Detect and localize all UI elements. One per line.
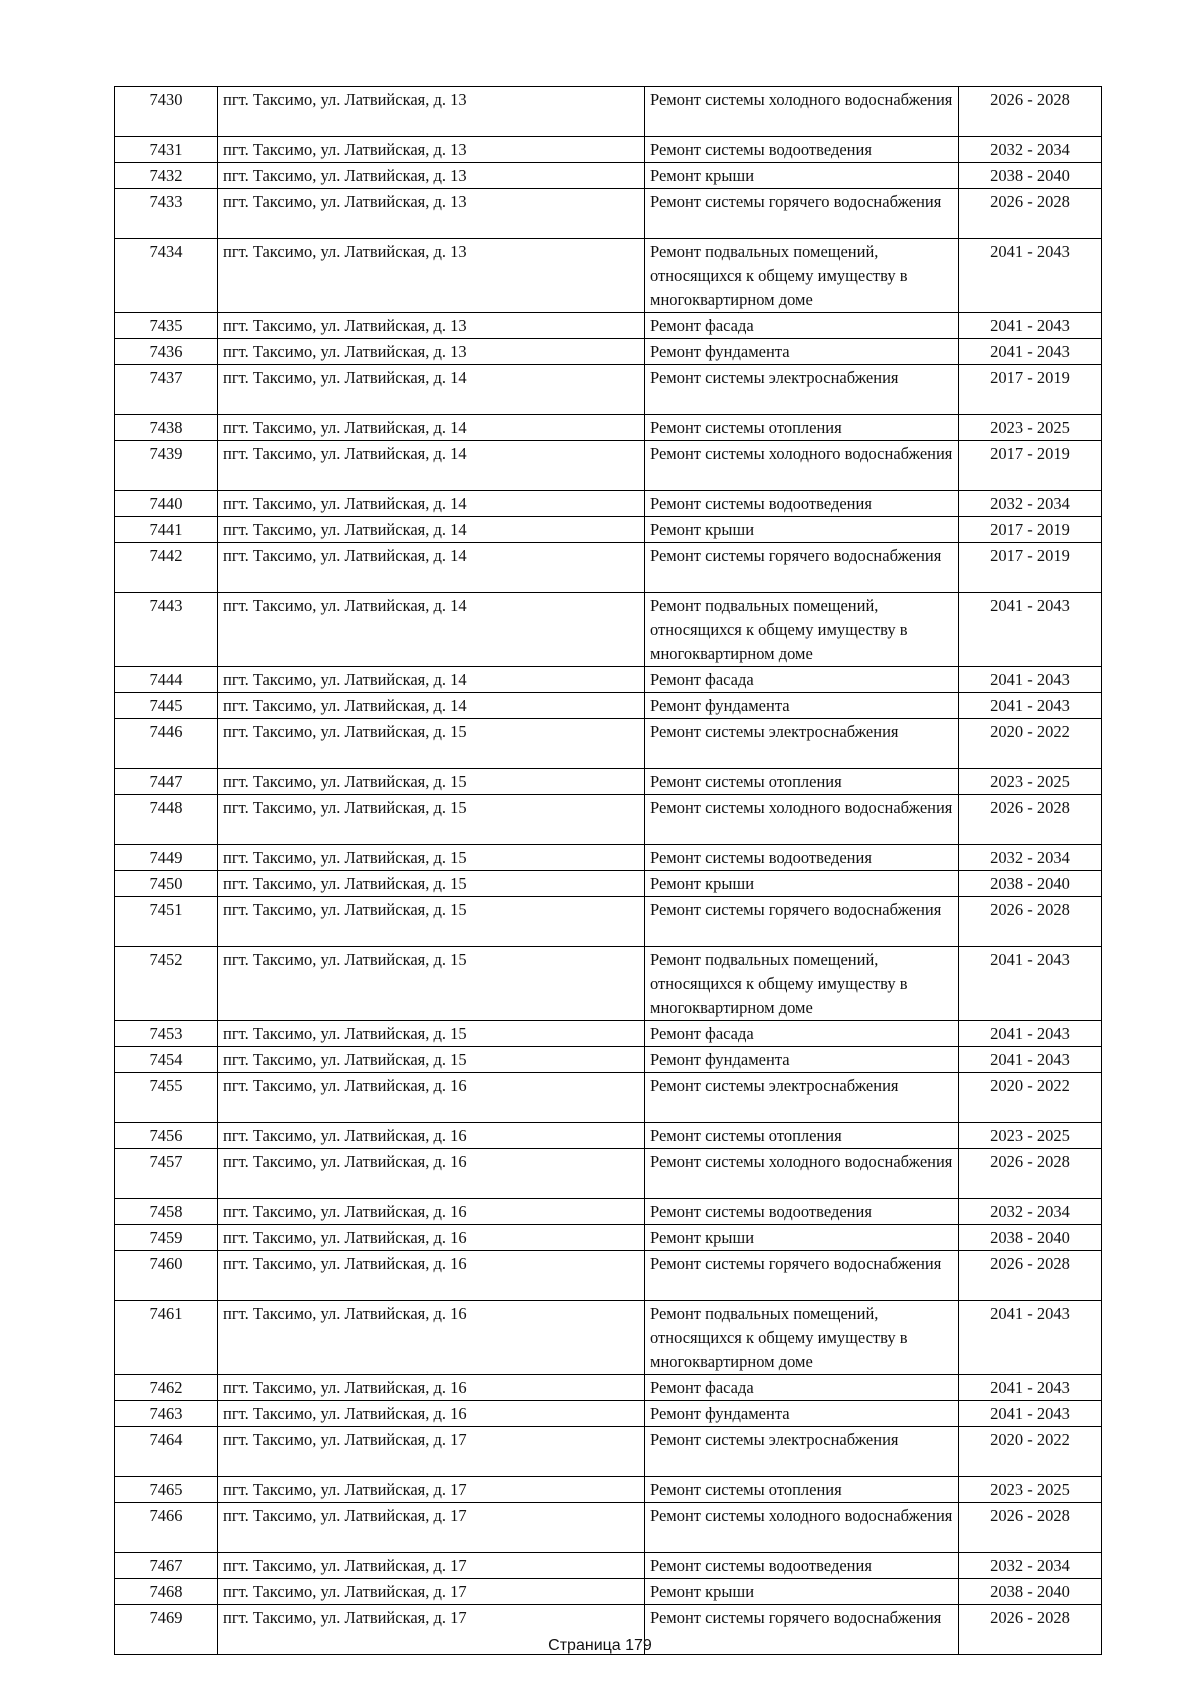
table-row — [115, 491, 1102, 517]
years-cell: 2017 - 2019 — [959, 441, 1102, 491]
work-type-cell: Ремонт системы горячего водоснабжения — [645, 897, 959, 947]
years-cell: 2017 - 2019 — [959, 517, 1102, 543]
table-row — [115, 1477, 1102, 1503]
row-number-cell: 7451 — [115, 897, 218, 947]
row-number-cell: 7457 — [115, 1149, 218, 1199]
work-type-cell: Ремонт системы холодного водоснабжения — [645, 441, 959, 491]
years-cell: 2032 - 2034 — [959, 1553, 1102, 1579]
address-cell: пгт. Таксимо, ул. Латвийская, д. 14 — [218, 543, 645, 593]
table-row — [115, 441, 1102, 491]
table-row — [115, 795, 1102, 845]
years-cell: 2020 - 2022 — [959, 719, 1102, 769]
table-row — [115, 517, 1102, 543]
work-type-cell: Ремонт системы горячего водоснабжения — [645, 543, 959, 593]
years-cell: 2020 - 2022 — [959, 1427, 1102, 1477]
row-number-cell: 7460 — [115, 1251, 218, 1301]
years-cell: 2026 - 2028 — [959, 1251, 1102, 1301]
work-type-cell: Ремонт фасада — [645, 1021, 959, 1047]
address-cell: пгт. Таксимо, ул. Латвийская, д. 13 — [218, 239, 645, 313]
years-cell: 2041 - 2043 — [959, 667, 1102, 693]
address-cell: пгт. Таксимо, ул. Латвийская, д. 15 — [218, 947, 645, 1021]
work-type-cell: Ремонт системы горячего водоснабжения — [645, 1605, 959, 1655]
address-cell: пгт. Таксимо, ул. Латвийская, д. 15 — [218, 845, 645, 871]
address-cell: пгт. Таксимо, ул. Латвийская, д. 14 — [218, 491, 645, 517]
row-number-cell: 7446 — [115, 719, 218, 769]
work-type-cell: Ремонт фасада — [645, 1375, 959, 1401]
years-cell: 2017 - 2019 — [959, 365, 1102, 415]
years-cell: 2032 - 2034 — [959, 845, 1102, 871]
years-cell: 2041 - 2043 — [959, 1021, 1102, 1047]
table-row — [115, 593, 1102, 667]
address-cell: пгт. Таксимо, ул. Латвийская, д. 15 — [218, 1047, 645, 1073]
row-number-cell: 7448 — [115, 795, 218, 845]
table-row — [115, 1047, 1102, 1073]
address-cell: пгт. Таксимо, ул. Латвийская, д. 14 — [218, 667, 645, 693]
table-body — [115, 87, 1102, 1655]
table-row — [115, 1225, 1102, 1251]
years-cell: 2041 - 2043 — [959, 1401, 1102, 1427]
table-row — [115, 1503, 1102, 1553]
row-number-cell: 7452 — [115, 947, 218, 1021]
row-number-cell: 7454 — [115, 1047, 218, 1073]
row-number-cell: 7433 — [115, 189, 218, 239]
table-row — [115, 871, 1102, 897]
work-type-cell: Ремонт системы холодного водоснабжения — [645, 87, 959, 137]
table-row — [115, 239, 1102, 313]
work-type-cell: Ремонт фундамента — [645, 1047, 959, 1073]
address-cell: пгт. Таксимо, ул. Латвийская, д. 16 — [218, 1149, 645, 1199]
table-row — [115, 365, 1102, 415]
years-cell: 2020 - 2022 — [959, 1073, 1102, 1123]
row-number-cell: 7431 — [115, 137, 218, 163]
row-number-cell: 7445 — [115, 693, 218, 719]
years-cell: 2038 - 2040 — [959, 163, 1102, 189]
row-number-cell: 7461 — [115, 1301, 218, 1375]
address-cell: пгт. Таксимо, ул. Латвийская, д. 13 — [218, 189, 645, 239]
work-type-cell: Ремонт системы отопления — [645, 769, 959, 795]
address-cell: пгт. Таксимо, ул. Латвийская, д. 13 — [218, 87, 645, 137]
work-type-cell: Ремонт крыши — [645, 1579, 959, 1605]
address-cell: пгт. Таксимо, ул. Латвийская, д. 14 — [218, 415, 645, 441]
address-cell: пгт. Таксимо, ул. Латвийская, д. 16 — [218, 1123, 645, 1149]
work-type-cell: Ремонт системы водоотведения — [645, 1553, 959, 1579]
row-number-cell: 7441 — [115, 517, 218, 543]
work-type-cell: Ремонт системы отопления — [645, 1477, 959, 1503]
row-number-cell: 7453 — [115, 1021, 218, 1047]
table-row — [115, 313, 1102, 339]
table-row — [115, 1553, 1102, 1579]
address-cell: пгт. Таксимо, ул. Латвийская, д. 13 — [218, 339, 645, 365]
table-row — [115, 543, 1102, 593]
row-number-cell: 7466 — [115, 1503, 218, 1553]
address-cell: пгт. Таксимо, ул. Латвийская, д. 17 — [218, 1553, 645, 1579]
table-row — [115, 1375, 1102, 1401]
address-cell: пгт. Таксимо, ул. Латвийская, д. 13 — [218, 313, 645, 339]
table-row — [115, 189, 1102, 239]
table-row — [115, 87, 1102, 137]
work-type-cell: Ремонт системы горячего водоснабжения — [645, 1251, 959, 1301]
years-cell: 2041 - 2043 — [959, 593, 1102, 667]
row-number-cell: 7442 — [115, 543, 218, 593]
row-number-cell: 7467 — [115, 1553, 218, 1579]
address-cell: пгт. Таксимо, ул. Латвийская, д. 16 — [218, 1225, 645, 1251]
years-cell: 2023 - 2025 — [959, 769, 1102, 795]
years-cell: 2026 - 2028 — [959, 87, 1102, 137]
work-type-cell: Ремонт крыши — [645, 517, 959, 543]
work-type-cell: Ремонт подвальных помещений, относящихся к общему имуществу в многоквартирном доме — [645, 947, 959, 1021]
address-cell: пгт. Таксимо, ул. Латвийская, д. 16 — [218, 1301, 645, 1375]
row-number-cell: 7469 — [115, 1605, 218, 1655]
table-row — [115, 667, 1102, 693]
row-number-cell: 7440 — [115, 491, 218, 517]
work-type-cell: Ремонт системы водоотведения — [645, 491, 959, 517]
address-cell: пгт. Таксимо, ул. Латвийская, д. 13 — [218, 137, 645, 163]
row-number-cell: 7462 — [115, 1375, 218, 1401]
years-cell: 2026 - 2028 — [959, 1149, 1102, 1199]
row-number-cell: 7447 — [115, 769, 218, 795]
table-row — [115, 897, 1102, 947]
table-row — [115, 137, 1102, 163]
years-cell: 2032 - 2034 — [959, 1199, 1102, 1225]
years-cell: 2041 - 2043 — [959, 693, 1102, 719]
years-cell: 2041 - 2043 — [959, 947, 1102, 1021]
years-cell: 2017 - 2019 — [959, 543, 1102, 593]
work-type-cell: Ремонт системы водоотведения — [645, 1199, 959, 1225]
years-cell: 2032 - 2034 — [959, 491, 1102, 517]
work-type-cell: Ремонт системы холодного водоснабжения — [645, 1149, 959, 1199]
work-type-cell: Ремонт фундамента — [645, 693, 959, 719]
address-cell: пгт. Таксимо, ул. Латвийская, д. 16 — [218, 1401, 645, 1427]
work-type-cell: Ремонт системы горячего водоснабжения — [645, 189, 959, 239]
address-cell: пгт. Таксимо, ул. Латвийская, д. 14 — [218, 441, 645, 491]
row-number-cell: 7434 — [115, 239, 218, 313]
work-type-cell: Ремонт системы электроснабжения — [645, 1427, 959, 1477]
years-cell: 2026 - 2028 — [959, 897, 1102, 947]
work-type-cell: Ремонт фундамента — [645, 1401, 959, 1427]
table-row — [115, 1251, 1102, 1301]
row-number-cell: 7430 — [115, 87, 218, 137]
years-cell: 2038 - 2040 — [959, 871, 1102, 897]
years-cell: 2041 - 2043 — [959, 313, 1102, 339]
address-cell: пгт. Таксимо, ул. Латвийская, д. 15 — [218, 871, 645, 897]
work-type-cell: Ремонт подвальных помещений, относящихся к общему имуществу в многоквартирном доме — [645, 239, 959, 313]
table-row — [115, 1199, 1102, 1225]
table-row — [115, 339, 1102, 365]
years-cell: 2041 - 2043 — [959, 1047, 1102, 1073]
row-number-cell: 7439 — [115, 441, 218, 491]
row-number-cell: 7437 — [115, 365, 218, 415]
row-number-cell: 7444 — [115, 667, 218, 693]
row-number-cell: 7438 — [115, 415, 218, 441]
years-cell: 2023 - 2025 — [959, 1123, 1102, 1149]
row-number-cell: 7443 — [115, 593, 218, 667]
years-cell: 2041 - 2043 — [959, 339, 1102, 365]
row-number-cell: 7455 — [115, 1073, 218, 1123]
table-row — [115, 693, 1102, 719]
years-cell: 2023 - 2025 — [959, 415, 1102, 441]
work-type-cell: Ремонт системы электроснабжения — [645, 1073, 959, 1123]
address-cell: пгт. Таксимо, ул. Латвийская, д. 15 — [218, 795, 645, 845]
address-cell: пгт. Таксимо, ул. Латвийская, д. 17 — [218, 1605, 645, 1655]
address-cell: пгт. Таксимо, ул. Латвийская, д. 15 — [218, 769, 645, 795]
years-cell: 2023 - 2025 — [959, 1477, 1102, 1503]
work-type-cell: Ремонт фасада — [645, 667, 959, 693]
work-type-cell: Ремонт системы отопления — [645, 415, 959, 441]
years-cell: 2026 - 2028 — [959, 1605, 1102, 1655]
years-cell: 2026 - 2028 — [959, 1503, 1102, 1553]
work-type-cell: Ремонт системы холодного водоснабжения — [645, 795, 959, 845]
work-type-cell: Ремонт системы водоотведения — [645, 137, 959, 163]
work-type-cell: Ремонт подвальных помещений, относящихся к общему имуществу в многоквартирном доме — [645, 593, 959, 667]
row-number-cell: 7456 — [115, 1123, 218, 1149]
table-row — [115, 1149, 1102, 1199]
address-cell: пгт. Таксимо, ул. Латвийская, д. 14 — [218, 517, 645, 543]
work-type-cell: Ремонт крыши — [645, 1225, 959, 1251]
table-row — [115, 719, 1102, 769]
address-cell: пгт. Таксимо, ул. Латвийская, д. 17 — [218, 1477, 645, 1503]
row-number-cell: 7458 — [115, 1199, 218, 1225]
table-row — [115, 1579, 1102, 1605]
row-number-cell: 7449 — [115, 845, 218, 871]
address-cell: пгт. Таксимо, ул. Латвийская, д. 16 — [218, 1199, 645, 1225]
table-row — [115, 415, 1102, 441]
address-cell: пгт. Таксимо, ул. Латвийская, д. 17 — [218, 1427, 645, 1477]
table-row — [115, 1073, 1102, 1123]
address-cell: пгт. Таксимо, ул. Латвийская, д. 15 — [218, 1021, 645, 1047]
row-number-cell: 7435 — [115, 313, 218, 339]
table-row — [115, 1301, 1102, 1375]
work-type-cell: Ремонт системы электроснабжения — [645, 365, 959, 415]
work-type-cell: Ремонт системы холодного водоснабжения — [645, 1503, 959, 1553]
address-cell: пгт. Таксимо, ул. Латвийская, д. 16 — [218, 1073, 645, 1123]
years-cell: 2032 - 2034 — [959, 137, 1102, 163]
address-cell: пгт. Таксимо, ул. Латвийская, д. 15 — [218, 719, 645, 769]
years-cell: 2038 - 2040 — [959, 1579, 1102, 1605]
years-cell: 2041 - 2043 — [959, 1375, 1102, 1401]
table-row — [115, 1123, 1102, 1149]
row-number-cell: 7432 — [115, 163, 218, 189]
table-row — [115, 1401, 1102, 1427]
address-cell: пгт. Таксимо, ул. Латвийская, д. 16 — [218, 1375, 645, 1401]
work-type-cell: Ремонт фасада — [645, 313, 959, 339]
row-number-cell: 7459 — [115, 1225, 218, 1251]
work-type-cell: Ремонт системы водоотведения — [645, 845, 959, 871]
address-cell: пгт. Таксимо, ул. Латвийская, д. 14 — [218, 593, 645, 667]
row-number-cell: 7468 — [115, 1579, 218, 1605]
table-row — [115, 1021, 1102, 1047]
address-cell: пгт. Таксимо, ул. Латвийская, д. 13 — [218, 163, 645, 189]
row-number-cell: 7436 — [115, 339, 218, 365]
row-number-cell: 7463 — [115, 1401, 218, 1427]
years-cell: 2026 - 2028 — [959, 795, 1102, 845]
address-cell: пгт. Таксимо, ул. Латвийская, д. 17 — [218, 1503, 645, 1553]
row-number-cell: 7465 — [115, 1477, 218, 1503]
work-type-cell: Ремонт подвальных помещений, относящихся к общему имуществу в многоквартирном доме — [645, 1301, 959, 1375]
table-row — [115, 163, 1102, 189]
table-row — [115, 947, 1102, 1021]
years-cell: 2026 - 2028 — [959, 189, 1102, 239]
address-cell: пгт. Таксимо, ул. Латвийская, д. 14 — [218, 365, 645, 415]
years-cell: 2041 - 2043 — [959, 1301, 1102, 1375]
address-cell: пгт. Таксимо, ул. Латвийская, д. 17 — [218, 1579, 645, 1605]
page-number: Страница 179 — [548, 1637, 652, 1654]
work-type-cell: Ремонт крыши — [645, 871, 959, 897]
row-number-cell: 7464 — [115, 1427, 218, 1477]
address-cell: пгт. Таксимо, ул. Латвийская, д. 15 — [218, 897, 645, 947]
work-type-cell: Ремонт крыши — [645, 163, 959, 189]
address-cell: пгт. Таксимо, ул. Латвийская, д. 16 — [218, 1251, 645, 1301]
work-type-cell: Ремонт системы отопления — [645, 1123, 959, 1149]
work-type-cell: Ремонт фундамента — [645, 339, 959, 365]
table-row — [115, 1427, 1102, 1477]
row-number-cell: 7450 — [115, 871, 218, 897]
years-cell: 2041 - 2043 — [959, 239, 1102, 313]
address-cell: пгт. Таксимо, ул. Латвийская, д. 14 — [218, 693, 645, 719]
work-type-cell: Ремонт системы электроснабжения — [645, 719, 959, 769]
years-cell: 2038 - 2040 — [959, 1225, 1102, 1251]
table-row — [115, 769, 1102, 795]
table-row — [115, 845, 1102, 871]
works-table — [114, 86, 1102, 1655]
